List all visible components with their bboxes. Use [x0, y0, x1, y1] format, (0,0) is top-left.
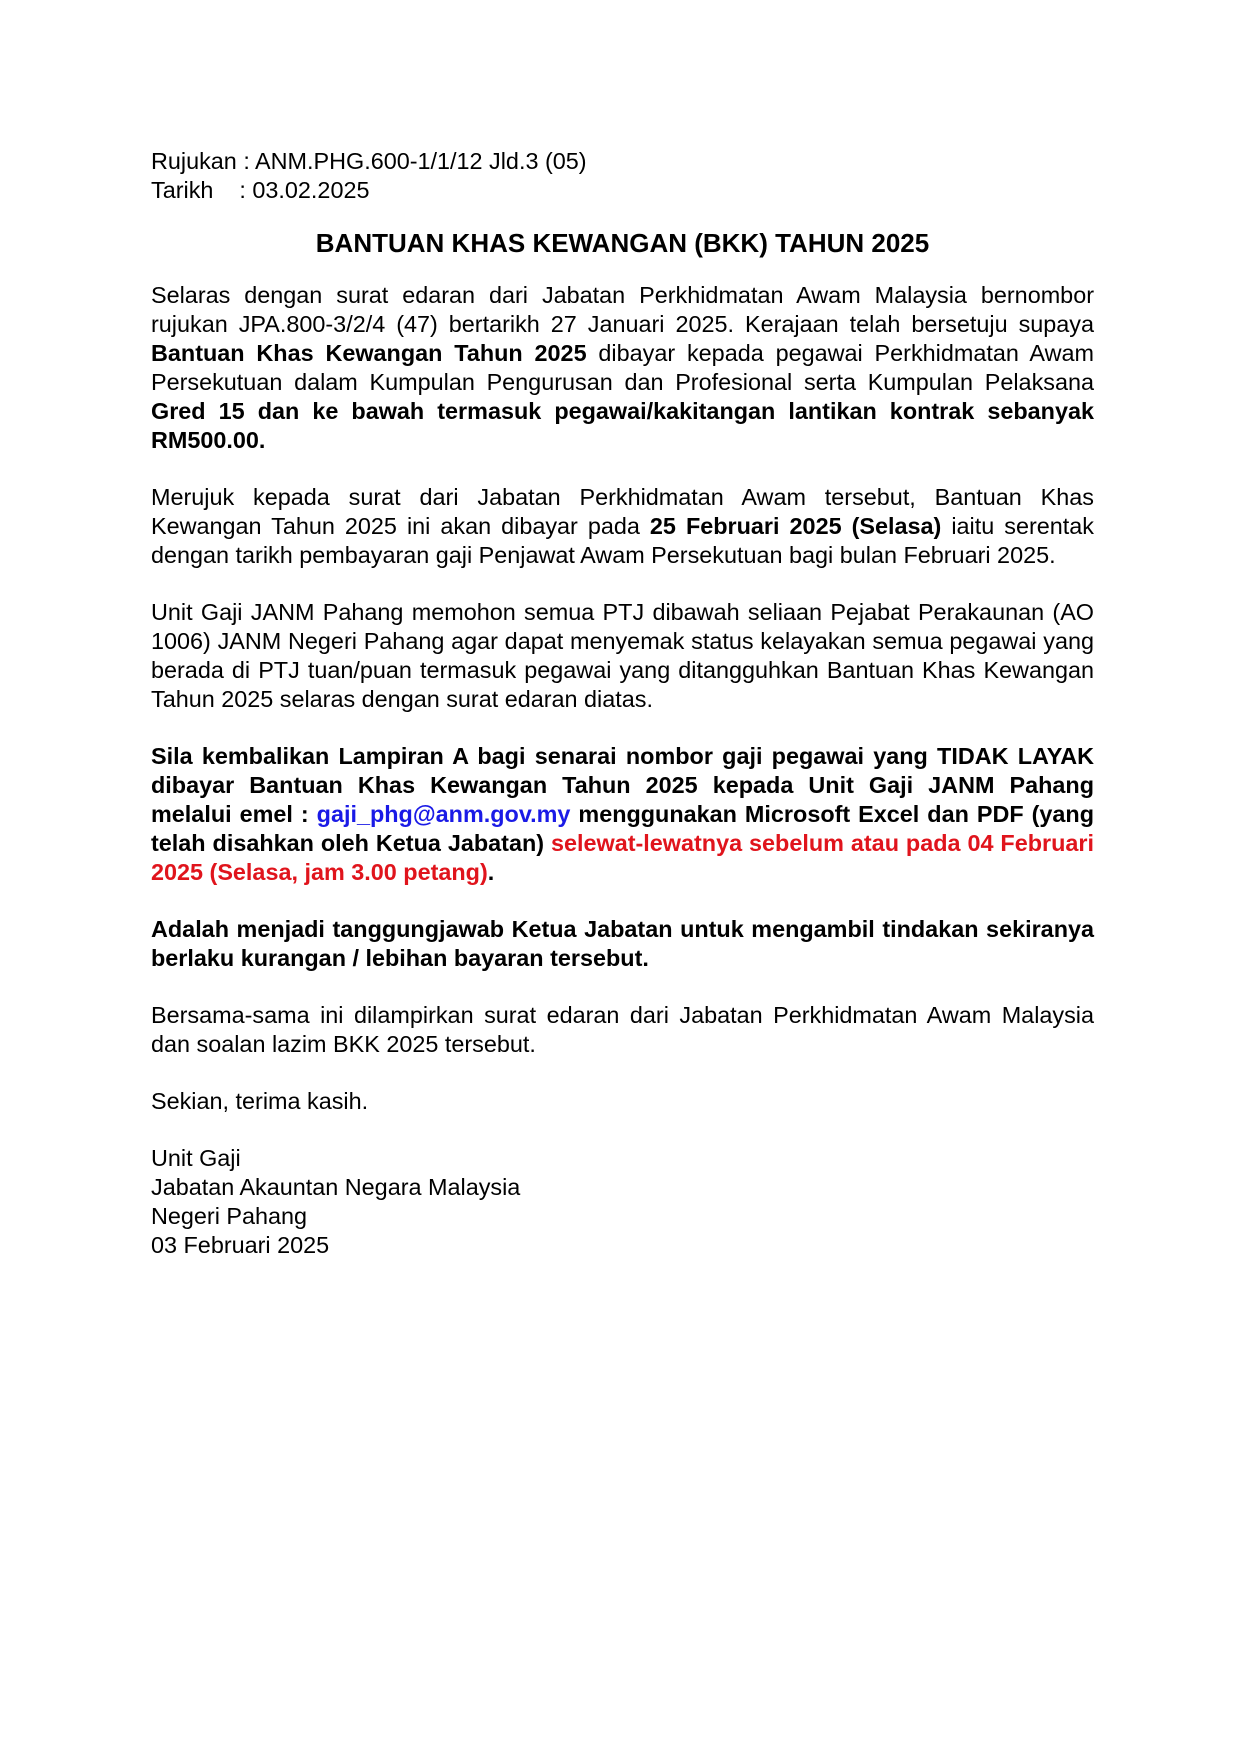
email-link[interactable]: gaji_phg@anm.gov.my — [316, 801, 571, 827]
paragraph-5: Adalah menjadi tanggungjawab Ketua Jabatan untuk mengambil tindakan sekiranya berlaku kurangan / lebihan bayaran tersebut. — [151, 916, 1094, 971]
rujukan-label: Rujukan — [151, 148, 237, 174]
document-title: BANTUAN KHAS KEWANGAN (BKK) TAHUN 2025 — [315, 228, 930, 258]
paragraph-6: Bersama-sama ini dilampirkan surat edaran dari Jabatan Perkhidmatan Awam Malaysia dan soalan lazim BKK 2025 tersebut. — [151, 1002, 1094, 1057]
bkk-2025-bold: Bantuan Khas Kewangan Tahun 2025 — [151, 340, 587, 366]
tarikh-line — [151, 176, 1094, 205]
signature-department: Jabatan Akauntan Negara Malaysia — [151, 1174, 521, 1200]
tarikh-value: : 03.02.2025 — [239, 177, 370, 203]
signature-date: 03 Februari 2025 — [151, 1232, 330, 1258]
payment-date-bold: 25 Februari 2025 (Selasa) — [649, 513, 942, 539]
deadline-text: selewat-lewatnya sebelum atau pada 04 Februari 2025 (Selasa, jam 3.00 petang) — [151, 830, 1095, 885]
closing-line: Sekian, terima kasih. — [151, 1088, 369, 1114]
signature-unit: Unit Gaji — [151, 1145, 241, 1171]
paragraph-3: Unit Gaji JANM Pahang memohon semua PTJ dibawah seliaan Pejabat Perakaunan (AO 1006) JANM Negeri Pahang agar dapat menyemak status kelayakan semua pegawai yang berada di PTJ tuan/puan termasuk pegawai yang ditangguhkan Bantuan Khas Kewangan Tahun 2025 selaras dengan surat edaran diatas. — [151, 599, 1094, 712]
signature-state: Negeri Pahang — [151, 1203, 308, 1229]
signature-block — [151, 1144, 1094, 1260]
paragraph-2: Merujuk kepada surat dari Jabatan Perkhidmatan Awam tersebut, Bantuan Khas Kewangan Tahun 2025 ini akan dibayar pada 25 Februari 2025 (Selasa) iaitu serentak dengan tarikh pembayaran gaji Penjawat Awam Persekutuan bagi bulan Februari 2025. — [151, 484, 1094, 568]
tarikh-label: Tarikh — [151, 177, 214, 203]
rujukan-value: : ANM.PHG.600-1/1/12 Jld.3 (05) — [243, 148, 587, 174]
paragraph-4: Sila kembalikan Lampiran A bagi senarai nombor gaji pegawai yang TIDAK LAYAK dibayar Bantuan Khas Kewangan Tahun 2025 kepada Unit Gaji JANM Pahang melalui emel : gaji_phg@anm.gov.my menggunakan Microsoft Excel dan PDF (yang telah disahkan oleh Ketua Jabatan) selewat-lewatnya sebelum atau pada 04 Februari 2025 (Selasa, jam 3.00 petang). — [151, 743, 1095, 885]
paragraph-1: Selaras dengan surat edaran dari Jabatan Perkhidmatan Awam Malaysia bernombor rujukan JPA.800-3/2/4 (47) bertarikh 27 Januari 2025. Kerajaan telah bersetuju supaya Bantuan Khas Kewangan Tahun 2025 dibayar kepada pegawai Perkhidmatan Awam Persekutuan dalam Kumpulan Pengurusan dan Profesional serta Kumpulan Pelaksana Gred 15 dan ke bawah termasuk pegawai/kakitangan lantikan kontrak sebanyak RM500.00. — [151, 282, 1094, 453]
rujukan-line — [151, 147, 1094, 176]
document-page — [151, 147, 1094, 1260]
gred-15-bold: Gred 15 dan ke bawah termasuk pegawai/kakitangan lantikan kontrak sebanyak RM500.00. — [151, 398, 1094, 453]
reference-block — [151, 147, 1094, 205]
